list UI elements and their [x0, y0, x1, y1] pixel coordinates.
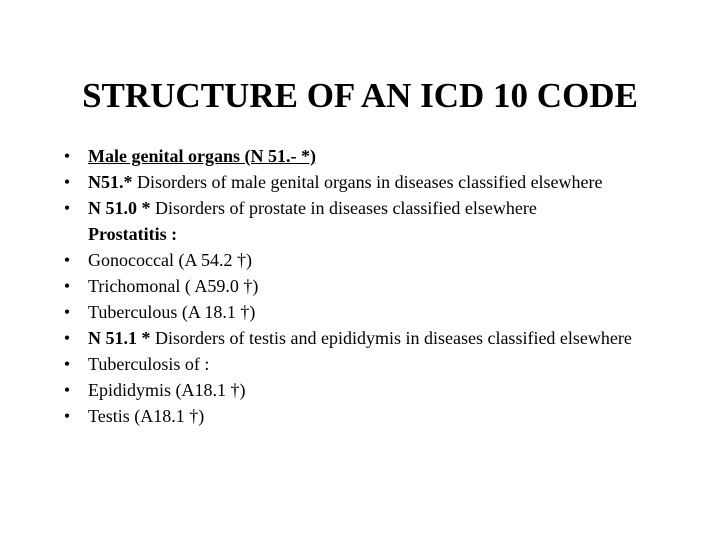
- item-code: N51.*: [88, 172, 133, 192]
- list-item: [58, 276, 658, 297]
- bullet-icon: •: [63, 146, 71, 166]
- item-text: Epididymis (A18.1 †): [88, 380, 246, 400]
- item-text: Tuberculosis of :: [88, 354, 210, 374]
- list-item: [58, 380, 658, 401]
- item-text: Testis (A18.1 †): [88, 406, 205, 426]
- list-item: [58, 198, 658, 219]
- item-text: Disorders of prostate in diseases classified elsewhere: [150, 198, 537, 218]
- bullet-icon: •: [63, 276, 71, 296]
- item-text: Disorders of male genital organs in diseases classified elsewhere: [132, 172, 603, 192]
- item-text: Trichomonal ( A59.0 †): [88, 276, 259, 296]
- list-item: [58, 172, 658, 193]
- list-item: [58, 146, 658, 167]
- list-item: [58, 302, 658, 323]
- bullet-icon: •: [63, 380, 71, 400]
- list-item: [58, 354, 658, 375]
- bullet-icon: •: [63, 250, 71, 270]
- list-item: [58, 250, 658, 271]
- subheading-prostatitis: Prostatitis :: [88, 224, 178, 244]
- bullet-icon: •: [63, 198, 71, 218]
- item-code: N 51.0 *: [88, 198, 151, 218]
- item-text: Tuberculous (A 18.1 †): [88, 302, 256, 322]
- item-text: Gonococcal (A 54.2 †): [88, 250, 252, 270]
- item-heading: Male genital organs (N 51.- *): [88, 146, 316, 166]
- slide-title: STRUCTURE OF AN ICD 10 CODE: [82, 76, 638, 115]
- bullet-list: [58, 146, 658, 432]
- item-text: Disorders of testis and epididymis in diseases classified elsewhere: [150, 328, 632, 348]
- bullet-icon: •: [63, 302, 71, 322]
- bullet-icon: •: [63, 328, 71, 348]
- bullet-icon: •: [63, 406, 71, 426]
- list-item: [58, 406, 658, 427]
- list-item: [58, 328, 658, 349]
- bullet-icon: •: [63, 354, 71, 374]
- bullet-icon: •: [63, 172, 71, 192]
- item-code: N 51.1 *: [88, 328, 151, 348]
